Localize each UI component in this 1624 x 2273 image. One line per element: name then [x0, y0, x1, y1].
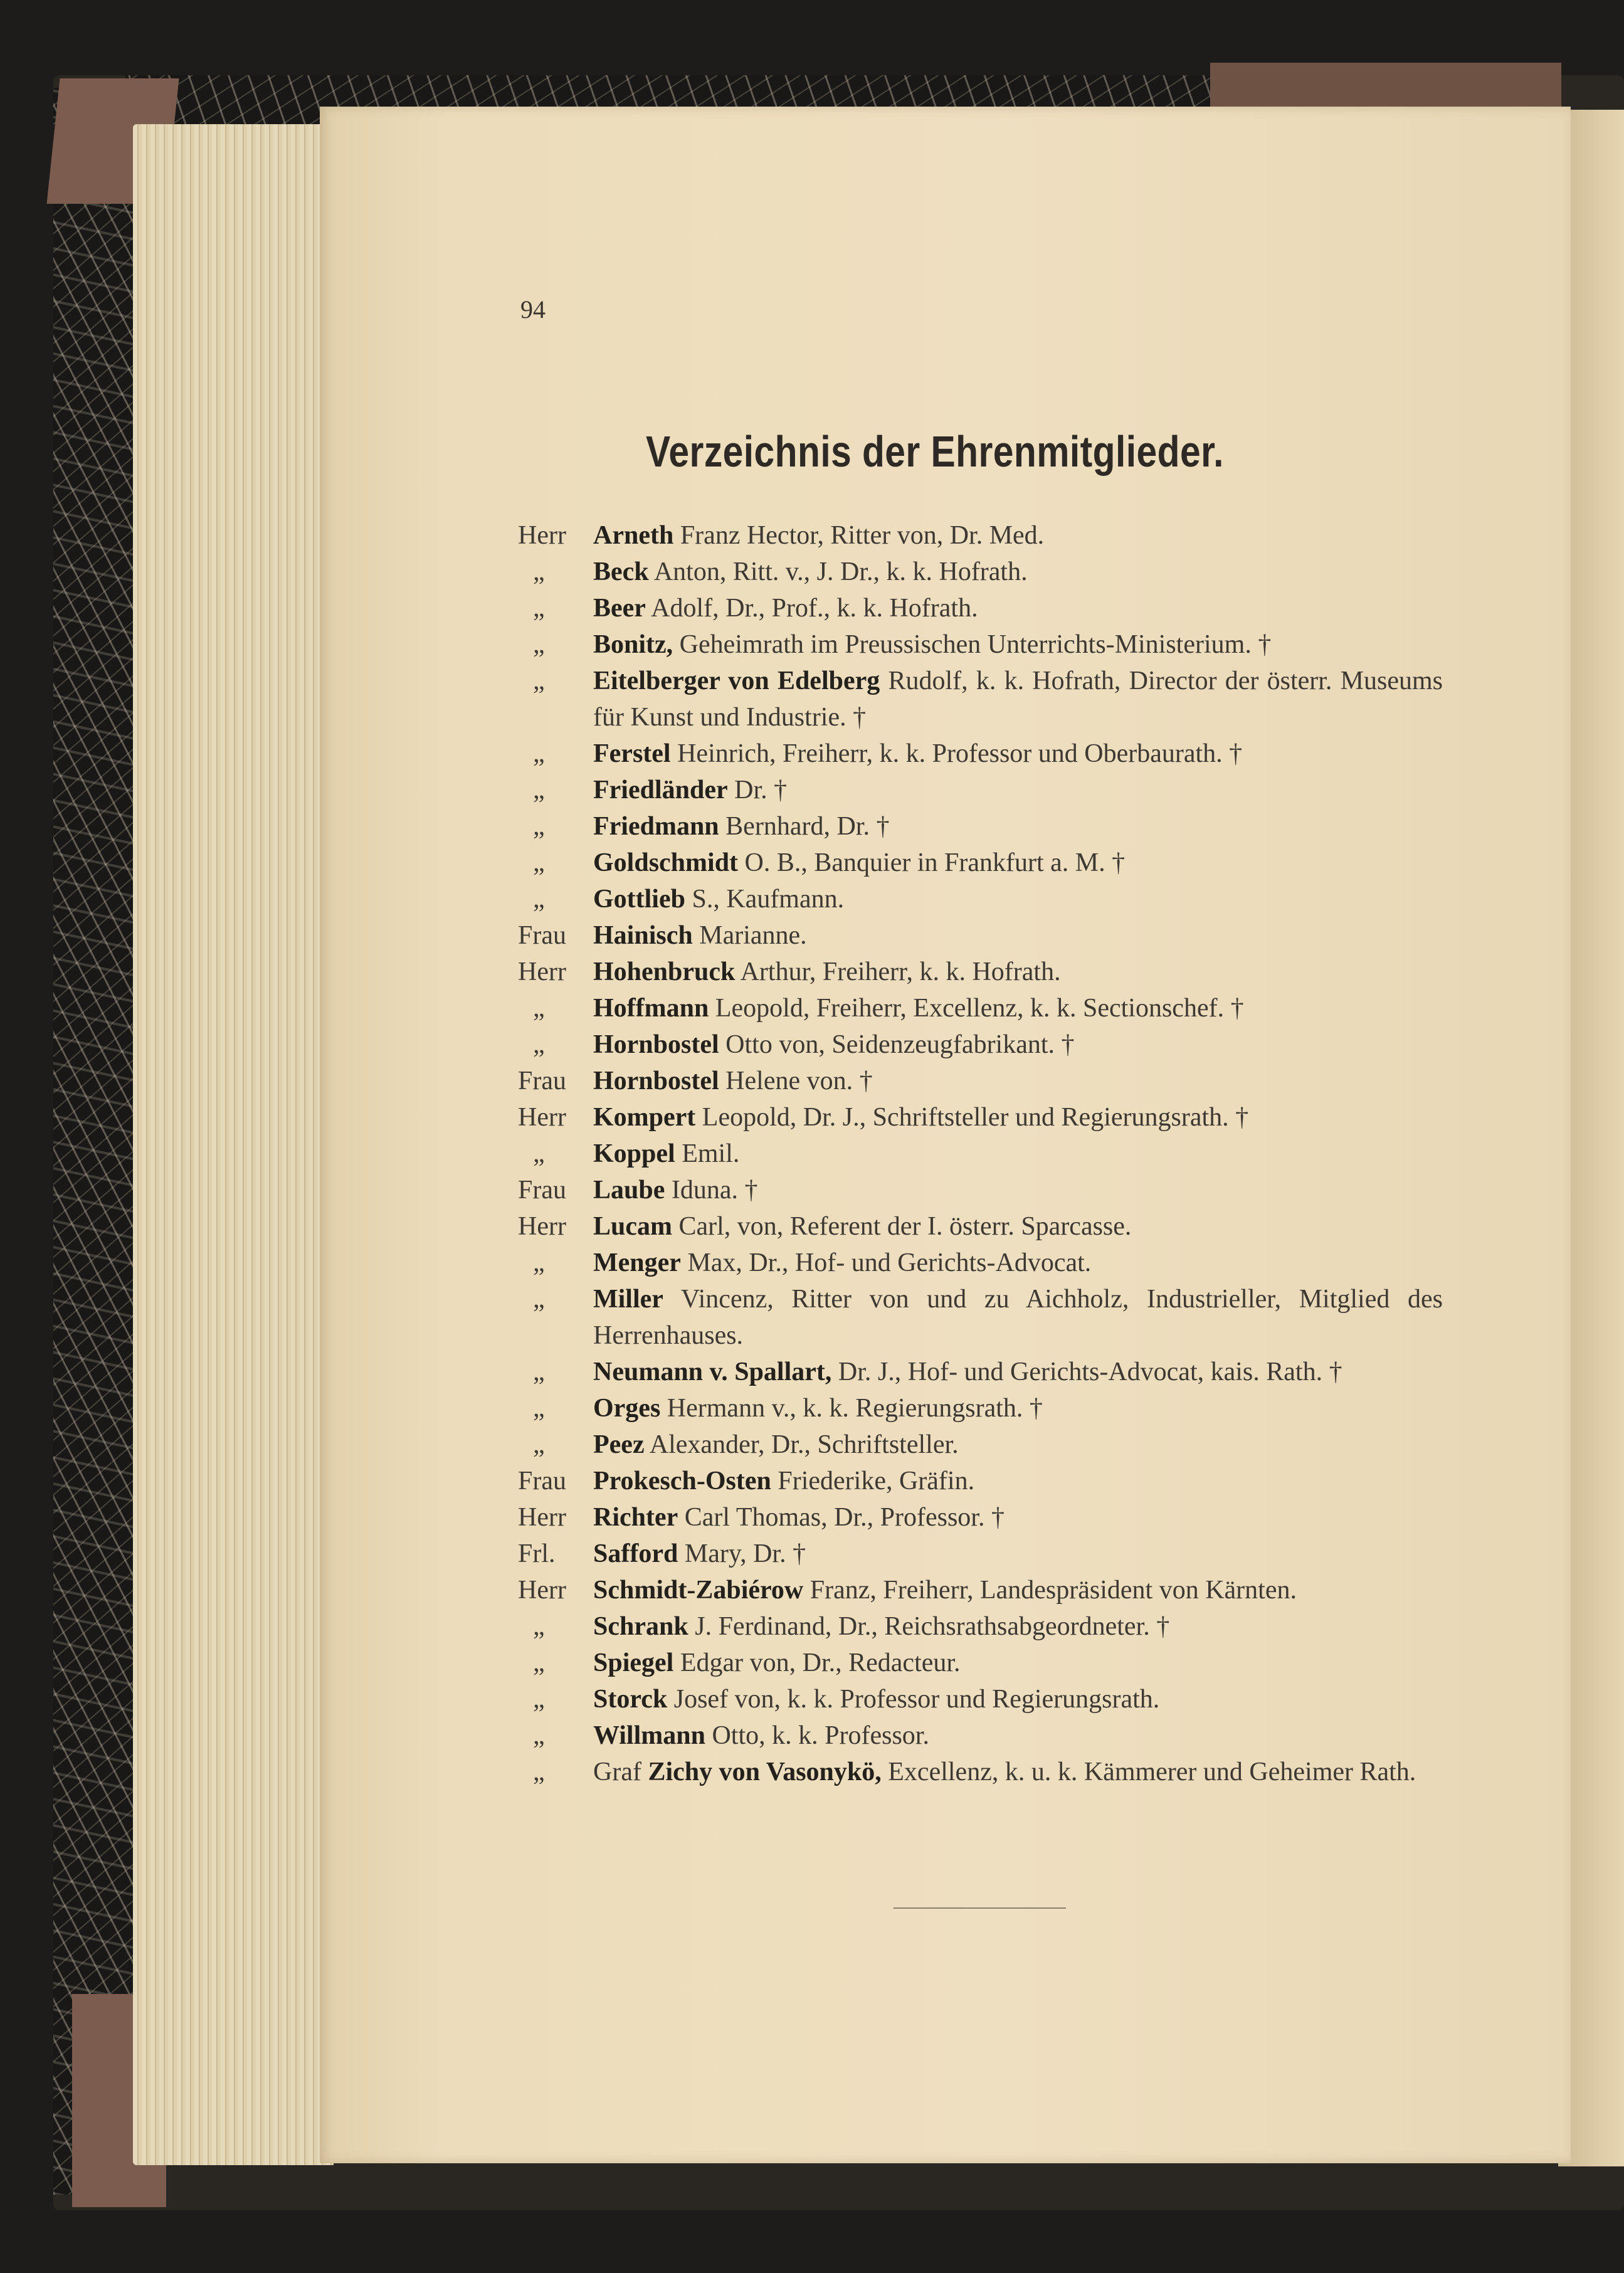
member-name: Hornbostel — [593, 1030, 719, 1059]
member-details: Alexander, Dr., Schriftsteller. — [649, 1430, 959, 1459]
entry-text — [593, 1427, 1443, 1463]
member-details: Geheimrath im Preussischen Unterrichts-Ministerium. † — [679, 630, 1272, 659]
entry-text — [593, 1172, 1443, 1208]
list-item — [518, 626, 1443, 663]
list-item — [518, 590, 1443, 626]
member-name: Koppel — [593, 1139, 675, 1168]
list-item — [518, 990, 1443, 1026]
member-details: Franz Hector, Ritter von, Dr. Med. — [680, 521, 1045, 550]
member-name: Bonitz, — [593, 630, 673, 659]
list-item — [518, 736, 1443, 772]
list-item — [518, 1499, 1443, 1536]
member-name: Goldschmidt — [593, 848, 739, 877]
member-details: Carl, von, Referent der I. österr. Sparcasse. — [678, 1212, 1132, 1241]
member-details: Anton, Ritt. v., J. Dr., k. k. Hofrath. — [653, 557, 1028, 586]
member-details: O. B., Banquier in Frankfurt a. M. † — [744, 848, 1126, 877]
member-name: Friedländer — [593, 776, 728, 804]
entry-text — [593, 845, 1443, 881]
list-item — [518, 1281, 1443, 1354]
list-item — [518, 954, 1443, 990]
member-name: Hoffmann — [593, 994, 709, 1023]
member-name: Kompert — [593, 1103, 696, 1132]
list-item — [518, 1172, 1443, 1208]
entry-text — [593, 1390, 1443, 1427]
ditto-mark: „ — [533, 1758, 545, 1786]
member-details: Dr. † — [734, 776, 788, 804]
member-details: S., Kaufmann. — [692, 885, 845, 914]
entry-text — [593, 1572, 1443, 1608]
member-details: Vincenz, Ritter von und zu Aichholz, Industrieller, Mitglied des Herrenhauses. — [593, 1285, 1443, 1350]
salutation: Frau — [518, 921, 566, 950]
list-item — [518, 1136, 1443, 1172]
ditto-mark: „ — [533, 630, 545, 659]
entry-text — [593, 1499, 1443, 1536]
list-item — [518, 772, 1443, 808]
member-name: Gottlieb — [593, 885, 685, 914]
member-name: Menger — [593, 1248, 681, 1277]
cover-corner-top-right — [1210, 63, 1561, 113]
list-item — [518, 1463, 1443, 1499]
member-details: Iduna. † — [671, 1176, 758, 1205]
salutation: Herr — [518, 521, 566, 550]
salutation: Frau — [518, 1176, 566, 1205]
member-name: Beck — [593, 557, 649, 586]
list-item — [518, 1572, 1443, 1608]
entry-text — [593, 1099, 1443, 1136]
member-details: Josef von, k. k. Professor und Regierungsrath. — [673, 1685, 1160, 1714]
ditto-mark: „ — [533, 594, 545, 623]
list-item — [518, 1645, 1443, 1681]
entry-prefix: Graf — [593, 1758, 641, 1786]
list-item — [518, 1245, 1443, 1281]
member-details: Emil. — [682, 1139, 740, 1168]
member-list — [518, 517, 1443, 1790]
ditto-mark: „ — [533, 739, 545, 768]
entry-text — [593, 1136, 1443, 1172]
entry-text — [593, 1608, 1443, 1645]
member-name: Eitelberger von Edelberg — [593, 667, 880, 695]
ditto-mark: „ — [533, 776, 545, 804]
member-details: J. Ferdinand, Dr., Reichsrathsabgeordneter. † — [695, 1612, 1170, 1641]
entry-text — [593, 1354, 1443, 1390]
list-item — [518, 1354, 1443, 1390]
ditto-mark: „ — [533, 1358, 545, 1386]
entry-text — [593, 1717, 1443, 1754]
page-stack — [133, 124, 334, 2165]
ditto-mark: „ — [533, 667, 545, 695]
member-name: Schrank — [593, 1612, 688, 1641]
salutation: Frau — [518, 1067, 566, 1095]
entry-text — [593, 1681, 1443, 1717]
list-item — [518, 1063, 1443, 1099]
member-details: Arthur, Freiherr, k. k. Hofrath. — [740, 957, 1061, 986]
salutation: Frau — [518, 1467, 566, 1495]
list-item — [518, 517, 1443, 554]
ditto-mark: „ — [533, 1030, 545, 1059]
member-name: Lucam — [593, 1212, 672, 1241]
member-details: Marianne. — [699, 921, 807, 950]
member-name: Ferstel — [593, 739, 671, 768]
member-name: Willmann — [593, 1721, 705, 1750]
member-details: Excellenz, k. u. k. Kämmerer und Geheimer Rath. — [888, 1758, 1416, 1786]
member-name: Richter — [593, 1503, 678, 1532]
entry-text — [593, 1536, 1443, 1572]
ditto-mark: „ — [533, 557, 545, 586]
ditto-mark: „ — [533, 848, 545, 877]
entry-text — [593, 1026, 1443, 1063]
entry-text — [593, 990, 1443, 1026]
ditto-mark: „ — [533, 1648, 545, 1677]
member-details: Heinrich, Freiherr, k. k. Professor und Oberbaurath. † — [677, 739, 1243, 768]
member-name: Arneth — [593, 521, 674, 550]
salutation: Herr — [518, 957, 566, 986]
entry-text — [593, 1063, 1443, 1099]
entry-text — [593, 554, 1443, 590]
ditto-mark: „ — [533, 885, 545, 914]
entry-text — [593, 808, 1443, 845]
member-name: Miller — [593, 1285, 663, 1314]
member-details: Dr. J., Hof- und Gerichts-Advocat, kais. Rath. † — [838, 1358, 1342, 1386]
page-title: Verzeichnis der Ehrenmitglieder. — [646, 427, 1224, 476]
salutation: Frl. — [518, 1539, 556, 1568]
ditto-mark: „ — [533, 812, 545, 841]
page-number: 94 — [520, 295, 546, 324]
member-details: Otto, k. k. Professor. — [712, 1721, 929, 1750]
member-details: Carl Thomas, Dr., Professor. † — [684, 1503, 1004, 1532]
member-details: Adolf, Dr., Prof., k. k. Hofrath. — [651, 594, 978, 623]
entry-text — [593, 1208, 1443, 1245]
member-name: Safford — [593, 1539, 678, 1568]
list-item — [518, 663, 1443, 736]
member-name: Neumann v. Spallart, — [593, 1358, 832, 1386]
list-item — [518, 845, 1443, 881]
list-item — [518, 1427, 1443, 1463]
salutation: Herr — [518, 1212, 566, 1241]
entry-text — [593, 517, 1443, 554]
ditto-mark: „ — [533, 1430, 545, 1459]
salutation: Herr — [518, 1576, 566, 1605]
ditto-mark: „ — [533, 1685, 545, 1714]
salutation: Herr — [518, 1103, 566, 1132]
member-details: Hermann v., k. k. Regierungsrath. † — [667, 1394, 1043, 1423]
ditto-mark: „ — [533, 1248, 545, 1277]
member-details: Leopold, Freiherr, Excellenz, k. k. Sectionschef. † — [715, 994, 1244, 1023]
entry-text — [593, 663, 1443, 736]
entry-text — [593, 1754, 1443, 1790]
list-item — [518, 1026, 1443, 1063]
list-item — [518, 808, 1443, 845]
member-name: Zichy von Vasonykö, — [648, 1758, 882, 1786]
list-item — [518, 1208, 1443, 1245]
entry-text — [593, 1645, 1443, 1681]
ditto-mark: „ — [533, 1612, 545, 1641]
list-item — [518, 1390, 1443, 1427]
member-name: Storck — [593, 1685, 668, 1714]
list-item — [518, 1717, 1443, 1754]
member-details: Rudolf, k. k. Hofrath, Director der österr. Museums für Kunst und Industrie. † — [593, 667, 1443, 732]
member-details: Max, Dr., Hof- und Gerichts-Advocat. — [687, 1248, 1092, 1277]
member-details: Franz, Freiherr, Landespräsident von Kärnten. — [809, 1576, 1297, 1605]
ditto-mark: „ — [533, 1285, 545, 1314]
member-details: Bernhard, Dr. † — [725, 812, 890, 841]
list-item — [518, 917, 1443, 954]
entry-text — [593, 1281, 1443, 1354]
entry-text — [593, 736, 1443, 772]
member-name: Prokesch-Osten — [593, 1467, 771, 1495]
entry-text — [593, 772, 1443, 808]
member-details: Helene von. † — [725, 1067, 873, 1095]
list-item — [518, 1754, 1443, 1790]
member-details: Mary, Dr. † — [684, 1539, 806, 1568]
list-item — [518, 881, 1443, 917]
entry-text — [593, 917, 1443, 954]
end-rule — [894, 1907, 1066, 1909]
member-details: Leopold, Dr. J., Schriftsteller und Regierungsrath. † — [702, 1103, 1249, 1132]
list-item — [518, 1608, 1443, 1645]
member-name: Beer — [593, 594, 646, 623]
list-item — [518, 1681, 1443, 1717]
member-name: Friedmann — [593, 812, 719, 841]
member-name: Hainisch — [593, 921, 693, 950]
member-name: Spiegel — [593, 1648, 674, 1677]
ditto-mark: „ — [533, 1394, 545, 1423]
member-name: Laube — [593, 1176, 665, 1205]
entry-text — [593, 1245, 1443, 1281]
member-name: Hornbostel — [593, 1067, 719, 1095]
list-item — [518, 1099, 1443, 1136]
entry-text — [593, 590, 1443, 626]
salutation: Herr — [518, 1503, 566, 1532]
member-details: Edgar von, Dr., Redacteur. — [680, 1648, 961, 1677]
ditto-mark: „ — [533, 1721, 545, 1750]
list-item — [518, 554, 1443, 590]
member-name: Peez — [593, 1430, 645, 1459]
member-name: Hohenbruck — [593, 957, 736, 986]
entry-text — [593, 954, 1443, 990]
member-details: Otto von, Seidenzeugfabrikant. † — [725, 1030, 1075, 1059]
entry-text — [593, 881, 1443, 917]
entry-text — [593, 626, 1443, 663]
list-item — [518, 1536, 1443, 1572]
member-name: Orges — [593, 1394, 661, 1423]
ditto-mark: „ — [533, 1139, 545, 1168]
ditto-mark: „ — [533, 994, 545, 1023]
entry-text — [593, 1463, 1443, 1499]
member-name: Schmidt-Zabiérow — [593, 1576, 804, 1605]
member-details: Friederike, Gräfin. — [778, 1467, 975, 1495]
